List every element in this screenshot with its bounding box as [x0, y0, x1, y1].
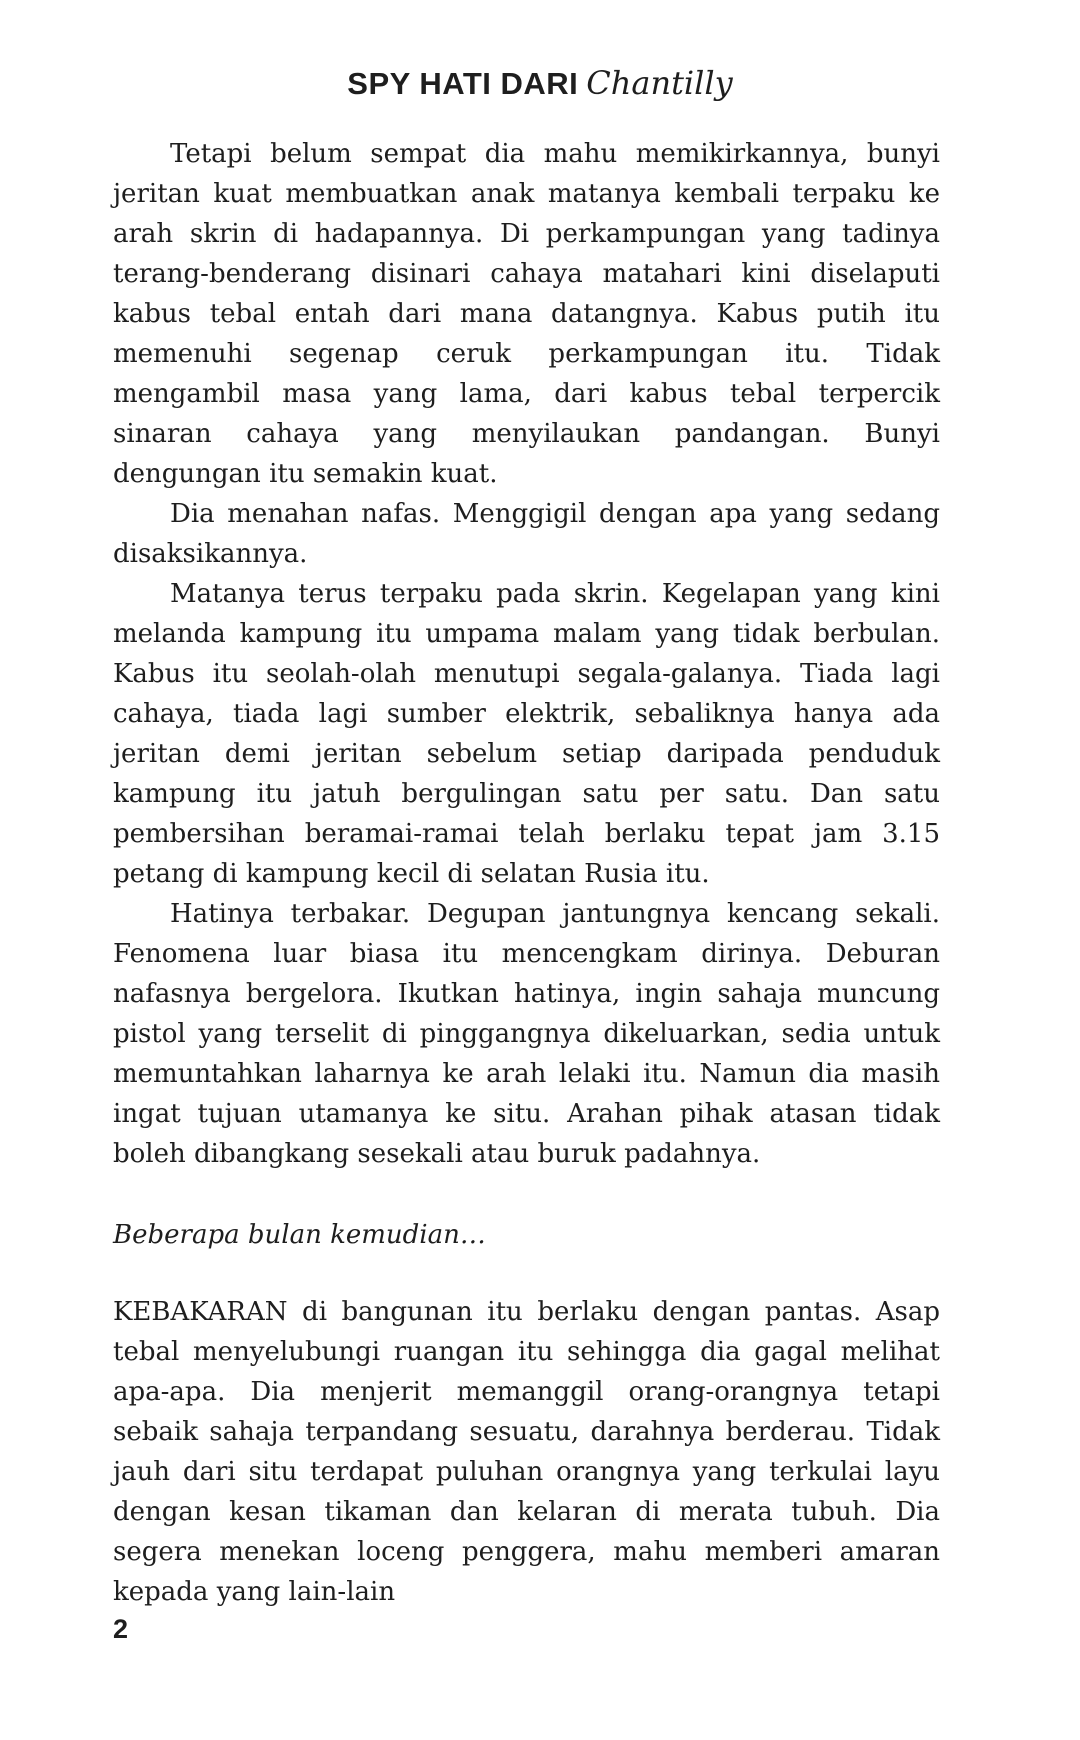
scene-heading: Beberapa bulan kemudian…: [113, 1220, 486, 1250]
paragraph: KEBAKARAN di bangunan itu berlaku dengan pantas. Asap tebal menyelubungi ruangan itu sehingga dia gagal melihat apa-apa. Dia menjerit memanggil orang-orangnya tetapi sebaik sahaja terpandang sesuatu, darahnya berderau. Tidak jauh dari situ terdapat puluhan orangnya yang terkulai layu dengan kesan tikaman dan kelaran di merata tubuh. Dia segera menekan loceng penggera, mahu memberi amaran kepada yang lain-lain: [113, 1297, 940, 1607]
paragraph: Matanya terus terpaku pada skrin. Kegelapan yang kini melanda kampung itu umpama malam yang tidak berbulan. Kabus itu seolah-olah menutupi segala-galanya. Tiada lagi cahaya, tiada lagi sumber elektrik, sebaliknya hanya ada jeritan demi jeritan sebelum setiap daripada penduduk kampung itu jatuh bergulingan satu per satu. Dan satu pembersihan beramai-ramai telah berlaku tepat jam 3.15 petang di kampung kecil di selatan Rusia itu.: [113, 579, 940, 889]
running-header: [0, 56, 1080, 117]
paragraph: Tetapi belum sempat dia mahu memikirkannya, bunyi jeritan kuat membuatkan anak matanya kembali terpaku ke arah skrin di hadapannya. Di perkampungan yang tadinya terang-benderang disinari cahaya matahari kini diselaputi kabus tebal entah dari mana datangnya. Kabus putih itu memenuhi segenap ceruk perkampungan itu. Tidak mengambil masa yang lama, dari kabus tebal terpercik sinaran cahaya yang menyilaukan pandangan. Bunyi dengungan itu semakin kuat.: [113, 139, 940, 489]
scene-body-text: [113, 1292, 940, 1612]
header-title-script: Chantilly: [586, 64, 733, 102]
header-title: SPY HATI DARI: [347, 66, 579, 101]
body-text: [113, 134, 940, 1174]
page-number: 2: [113, 1614, 129, 1644]
paragraph: Dia menahan nafas. Menggigil dengan apa yang sedang disaksikannya.: [113, 499, 940, 569]
paragraph: Hatinya terbakar. Degupan jantungnya kencang sekali. Fenomena luar biasa itu mencengkam dirinya. Deburan nafasnya bergelora. Ikutkan hatinya, ingin sahaja muncung pistol yang terselit di pinggangnya dikeluarkan, sedia untuk memuntahkan laharnya ke arah lelaki itu. Namun dia masih ingat tujuan utamanya ke situ. Arahan pihak atasan tidak boleh dibangkang sesekali atau buruk padahnya.: [113, 899, 940, 1169]
